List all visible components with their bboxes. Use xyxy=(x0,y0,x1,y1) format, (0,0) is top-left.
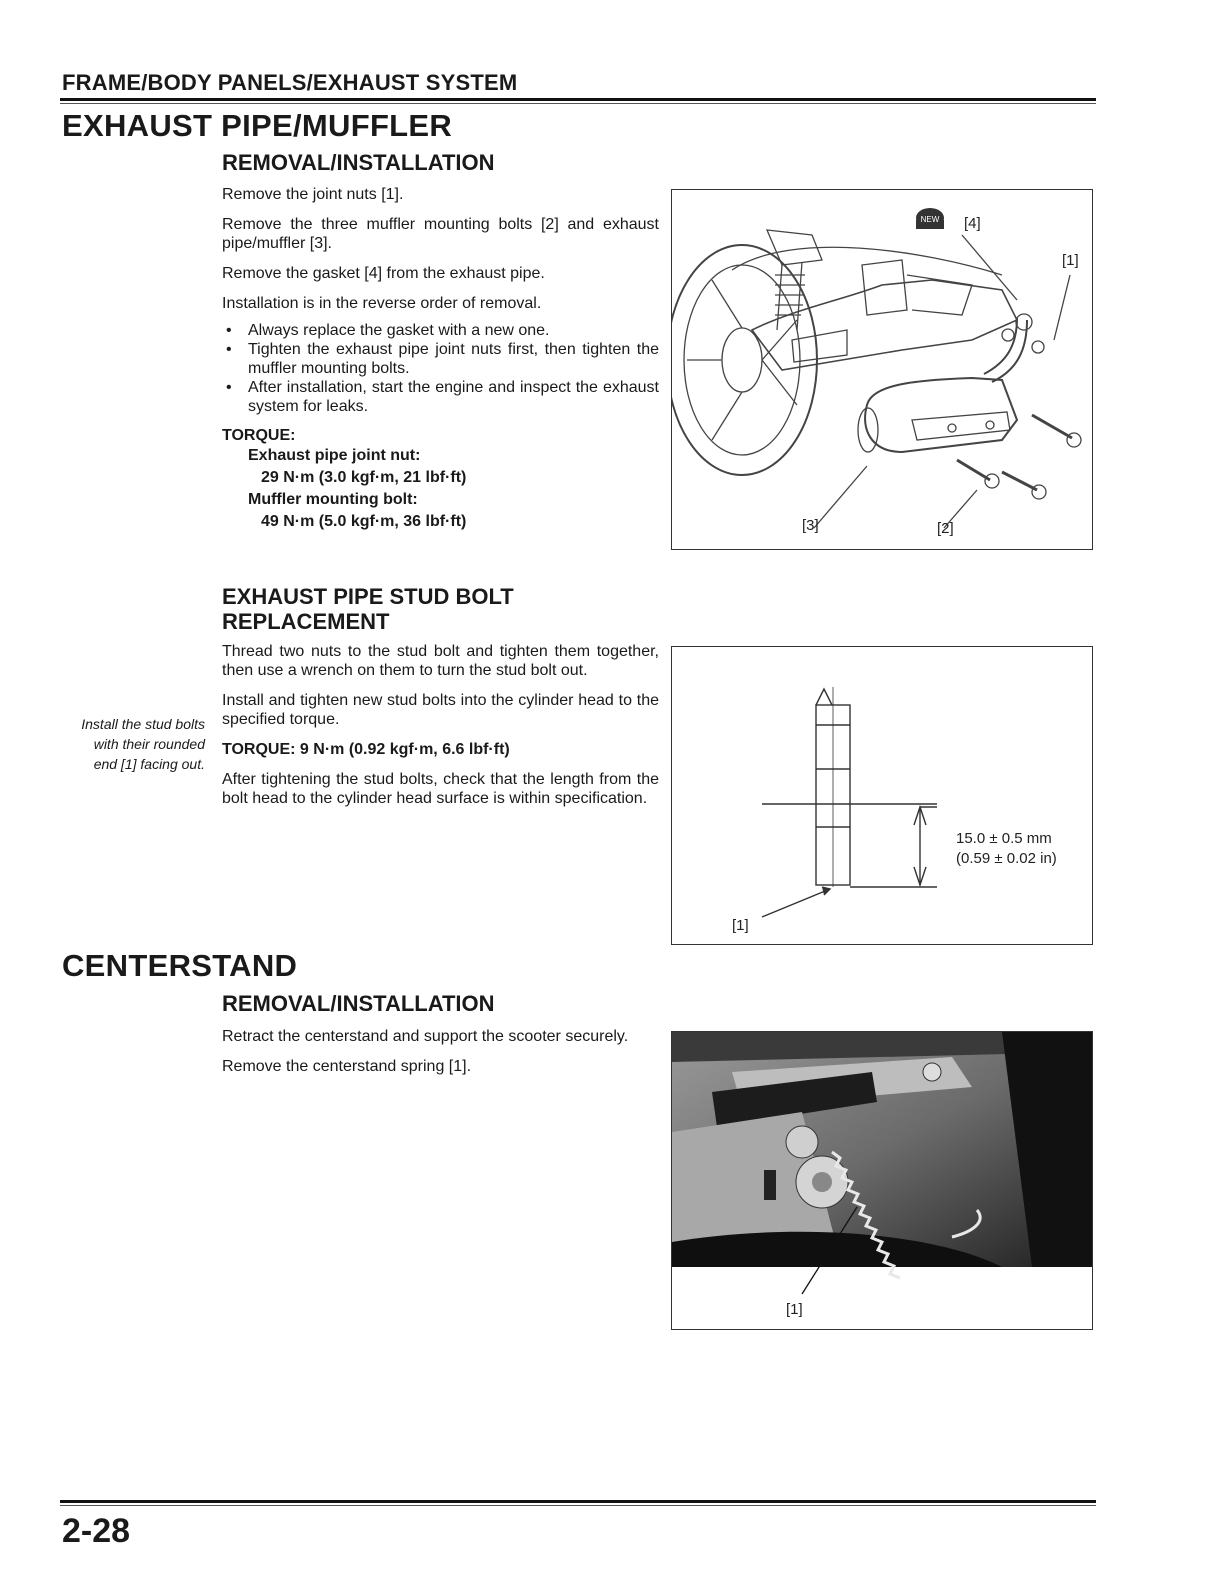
stud-step-3: After tightening the stud bolts, check that the length from the bolt head to the cylinder head surface is within specification. xyxy=(222,771,659,807)
footer-rule xyxy=(60,1500,1096,1503)
exhaust-torque-label: TORQUE: xyxy=(222,427,296,444)
centerstand-instructions xyxy=(222,1027,659,1087)
exhaust-step-1: Remove the joint nuts [1]. xyxy=(222,186,404,203)
new-badge-text: NEW xyxy=(920,215,940,224)
header-rule-thin xyxy=(60,103,1096,104)
stud-instructions xyxy=(222,642,659,819)
side-note-line-3: end [1] facing out. xyxy=(93,756,205,772)
centerstand-step-1: Retract the centerstand and support the scooter securely. xyxy=(222,1028,629,1045)
centerstand-heading: REMOVAL/INSTALLATION xyxy=(222,991,495,1016)
exhaust-illustration xyxy=(672,190,1092,549)
exhaust-title: EXHAUST PIPE/MUFFLER xyxy=(62,108,453,143)
new-part-badge xyxy=(916,208,944,229)
exhaust-step-2: Remove the three muffler mounting bolts [2] and exhaust pipe/muffler [3]. xyxy=(222,216,659,252)
torque-muffler-bolt-name: Muffler mounting bolt: xyxy=(248,491,418,508)
stud-step-2: Install and tighten new stud bolts into the cylinder head to the specified torque. xyxy=(222,692,659,728)
side-note-line-2: with their rounded xyxy=(93,736,205,752)
side-note-line-1: Install the stud bolts xyxy=(81,716,205,732)
centerstand-step-2: Remove the centerstand spring [1]. xyxy=(222,1058,472,1075)
centerstand-title: CENTERSTAND xyxy=(62,948,298,983)
exhaust-instructions xyxy=(222,185,659,533)
centerstand-figure xyxy=(671,1031,1093,1330)
stud-heading xyxy=(222,584,514,634)
page-number: 2-28 xyxy=(62,1512,131,1550)
stud-side-note xyxy=(40,714,205,774)
exhaust-step-3: Remove the gasket [4] from the exhaust pipe. xyxy=(222,265,545,282)
exhaust-notes xyxy=(222,321,659,416)
exhaust-step-4: Installation is in the reverse order of removal. xyxy=(222,295,542,312)
torque-joint-nut-value: 29 N·m (3.0 kgf·m, 21 lbf·ft) xyxy=(261,469,467,486)
exhaust-note-3: • After installation, start the engine and inspect the exhaust system for leaks. xyxy=(222,378,659,416)
callout-2: [2] xyxy=(937,520,954,537)
callout-4: [4] xyxy=(964,215,981,232)
stud-heading-line-2: REPLACEMENT xyxy=(222,609,390,634)
stud-callout-1: [1] xyxy=(732,917,749,934)
callout-1: [1] xyxy=(1062,252,1079,269)
stud-step-1: Thread two nuts to the stud bolt and tighten them together, then use a wrench on them to turn the stud bolt out. xyxy=(222,643,659,679)
stud-heading-line-1: EXHAUST PIPE STUD BOLT xyxy=(222,584,514,609)
exhaust-figure xyxy=(671,189,1093,550)
exhaust-removal-heading: REMOVAL/INSTALLATION xyxy=(222,150,495,175)
exhaust-note-1: • Always replace the gasket with a new one. xyxy=(222,321,659,340)
header-rule xyxy=(60,98,1096,101)
centerstand-callout-1: [1] xyxy=(786,1301,803,1318)
exhaust-note-2: • Tighten the exhaust pipe joint nuts first, then tighten the muffler mounting bolts. xyxy=(222,340,659,378)
torque-joint-nut-name: Exhaust pipe joint nut: xyxy=(248,447,421,464)
stud-bolt-diagram xyxy=(672,647,1092,944)
stud-dimension-in: (0.59 ± 0.02 in) xyxy=(956,850,1057,867)
callout-3: [3] xyxy=(802,517,819,534)
centerstand-photo xyxy=(672,1032,1092,1329)
footer-rule-thin xyxy=(60,1505,1096,1506)
torque-muffler-bolt-value: 49 N·m (5.0 kgf·m, 36 lbf·ft) xyxy=(261,513,467,530)
stud-torque: TORQUE: 9 N·m (0.92 kgf·m, 6.6 lbf·ft) xyxy=(222,741,510,758)
section-header: FRAME/BODY PANELS/EXHAUST SYSTEM xyxy=(62,70,518,95)
stud-dimension-mm: 15.0 ± 0.5 mm xyxy=(956,830,1052,847)
stud-bolt-figure xyxy=(671,646,1093,945)
